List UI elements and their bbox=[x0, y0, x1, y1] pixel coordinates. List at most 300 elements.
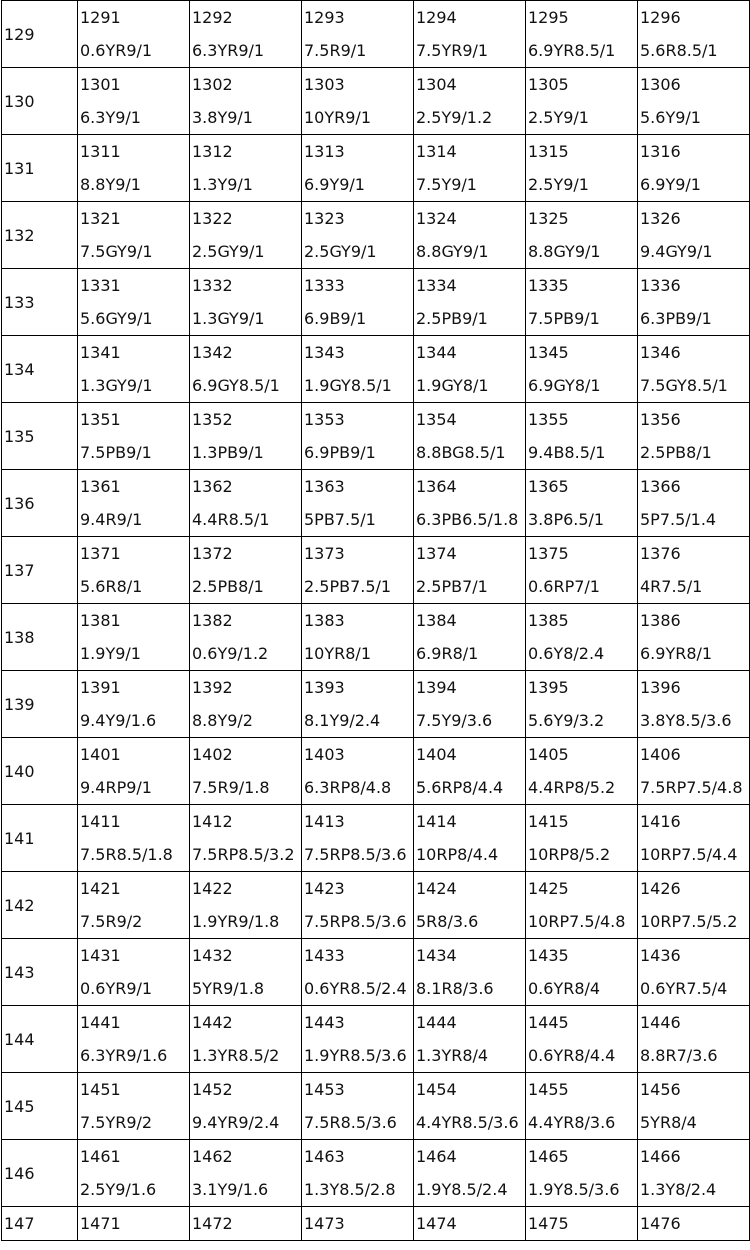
table-cell bbox=[638, 1207, 750, 1241]
cell-code: 1294 bbox=[416, 8, 457, 27]
cell-color-value: 5.6RP8/4.4 bbox=[416, 778, 504, 797]
cell-code: 1366 bbox=[640, 477, 681, 496]
table-cell bbox=[414, 537, 526, 604]
cell-code: 1361 bbox=[80, 477, 121, 496]
cell-color-value: 5PB7.5/1 bbox=[304, 510, 376, 529]
cell-code: 1413 bbox=[304, 812, 345, 831]
table-cell bbox=[302, 336, 414, 403]
cell-code: 1385 bbox=[528, 611, 569, 630]
cell-code: 1474 bbox=[416, 1214, 457, 1233]
cell-code: 1443 bbox=[304, 1013, 345, 1032]
table-cell bbox=[302, 872, 414, 939]
cell-code: 1423 bbox=[304, 879, 345, 898]
table-cell bbox=[638, 68, 750, 135]
cell-color-value: 4.4YR8/3.6 bbox=[528, 1113, 616, 1132]
cell-color-value: 7.5R8.5/1.8 bbox=[80, 845, 173, 864]
cell-code: 1463 bbox=[304, 1147, 345, 1166]
cell-code: 1421 bbox=[80, 879, 121, 898]
table-cell bbox=[190, 269, 302, 336]
cell-color-value: 2.5Y9/1 bbox=[528, 175, 589, 194]
table-row bbox=[2, 1, 750, 68]
cell-code: 1396 bbox=[640, 678, 681, 697]
cell-code: 1303 bbox=[304, 75, 345, 94]
table-cell bbox=[78, 604, 190, 671]
cell-color-value: 6.3RP8/4.8 bbox=[304, 778, 392, 797]
cell-color-value: 6.9Y9/1 bbox=[640, 175, 701, 194]
table-cell bbox=[638, 1, 750, 68]
table-cell bbox=[302, 738, 414, 805]
row-label: 133 bbox=[4, 292, 35, 312]
cell-code: 1365 bbox=[528, 477, 569, 496]
cell-color-value: 7.5GY9/1 bbox=[80, 242, 153, 261]
cell-color-value: 0.6YR8/4 bbox=[528, 979, 601, 998]
cell-color-value: 2.5GY9/1 bbox=[304, 242, 377, 261]
table-cell bbox=[638, 135, 750, 202]
cell-color-value: 1.3GY9/1 bbox=[192, 309, 265, 328]
table-cell bbox=[414, 671, 526, 738]
cell-color-value: 8.8Y9/2 bbox=[192, 711, 253, 730]
cell-code: 1406 bbox=[640, 745, 681, 764]
table-cell bbox=[302, 671, 414, 738]
table-cell bbox=[78, 202, 190, 269]
table-cell bbox=[526, 1207, 638, 1241]
cell-color-value: 10RP7.5/5.2 bbox=[640, 912, 738, 931]
cell-color-value: 1.3GY9/1 bbox=[80, 376, 153, 395]
table-cell bbox=[526, 1006, 638, 1073]
cell-code: 1351 bbox=[80, 410, 121, 429]
cell-code: 1422 bbox=[192, 879, 233, 898]
cell-code: 1295 bbox=[528, 8, 569, 27]
table-cell bbox=[302, 1140, 414, 1207]
cell-color-value: 1.9YR8.5/3.6 bbox=[304, 1046, 407, 1065]
cell-code: 1355 bbox=[528, 410, 569, 429]
cell-color-value: 1.9Y8.5/2.4 bbox=[416, 1180, 508, 1199]
cell-color-value: 1.9YR9/1.8 bbox=[192, 912, 280, 931]
table-cell bbox=[638, 872, 750, 939]
cell-color-value: 4.4RP8/5.2 bbox=[528, 778, 616, 797]
table-cell bbox=[190, 68, 302, 135]
cell-code: 1393 bbox=[304, 678, 345, 697]
cell-color-value: 6.3PB6.5/1.8 bbox=[416, 510, 519, 529]
table-cell bbox=[414, 336, 526, 403]
row-label: 143 bbox=[4, 962, 35, 982]
cell-color-value: 2.5PB7/1 bbox=[416, 577, 488, 596]
cell-code: 1471 bbox=[80, 1214, 121, 1233]
table-row bbox=[2, 939, 750, 1006]
cell-code: 1331 bbox=[80, 276, 121, 295]
table-cell bbox=[78, 269, 190, 336]
cell-color-value: 9.4RP9/1 bbox=[80, 778, 152, 797]
cell-color-value: 7.5YR9/1 bbox=[416, 41, 489, 60]
cell-code: 1412 bbox=[192, 812, 233, 831]
table-cell bbox=[526, 939, 638, 1006]
cell-code: 1316 bbox=[640, 142, 681, 161]
table-cell bbox=[190, 939, 302, 1006]
cell-code: 1426 bbox=[640, 879, 681, 898]
cell-code: 1431 bbox=[80, 946, 121, 965]
table-cell bbox=[78, 537, 190, 604]
cell-color-value: 7.5R9/1.8 bbox=[192, 778, 270, 797]
cell-code: 1465 bbox=[528, 1147, 569, 1166]
cell-code: 1476 bbox=[640, 1214, 681, 1233]
row-label-cell bbox=[2, 805, 78, 872]
cell-color-value: 5.6GY9/1 bbox=[80, 309, 153, 328]
table-cell bbox=[414, 470, 526, 537]
table-cell bbox=[78, 470, 190, 537]
cell-color-value: 8.8R7/3.6 bbox=[640, 1046, 718, 1065]
table-cell bbox=[414, 269, 526, 336]
cell-code: 1403 bbox=[304, 745, 345, 764]
cell-code: 1332 bbox=[192, 276, 233, 295]
cell-color-value: 8.8BG8.5/1 bbox=[416, 443, 506, 462]
cell-color-value: 0.6YR9/1 bbox=[80, 979, 153, 998]
cell-color-value: 7.5R9/1 bbox=[304, 41, 367, 60]
table-row bbox=[2, 805, 750, 872]
table-row bbox=[2, 336, 750, 403]
table-cell bbox=[190, 604, 302, 671]
row-label-cell bbox=[2, 470, 78, 537]
table-cell bbox=[526, 470, 638, 537]
cell-code: 1354 bbox=[416, 410, 457, 429]
table-cell bbox=[190, 135, 302, 202]
table-cell bbox=[414, 738, 526, 805]
row-label: 131 bbox=[4, 158, 35, 178]
cell-code: 1383 bbox=[304, 611, 345, 630]
table-row bbox=[2, 1207, 750, 1241]
cell-code: 1392 bbox=[192, 678, 233, 697]
cell-code: 1315 bbox=[528, 142, 569, 161]
table-cell bbox=[638, 202, 750, 269]
cell-color-value: 6.3Y9/1 bbox=[80, 108, 141, 127]
cell-color-value: 5YR9/1.8 bbox=[192, 979, 265, 998]
cell-color-value: 5YR8/4 bbox=[640, 1113, 697, 1132]
table-cell bbox=[190, 403, 302, 470]
table-cell bbox=[526, 135, 638, 202]
cell-code: 1305 bbox=[528, 75, 569, 94]
cell-code: 1314 bbox=[416, 142, 457, 161]
row-label: 134 bbox=[4, 359, 35, 379]
cell-code: 1301 bbox=[80, 75, 121, 94]
cell-color-value: 4.4R8.5/1 bbox=[192, 510, 270, 529]
row-label-cell bbox=[2, 1073, 78, 1140]
table-cell bbox=[526, 537, 638, 604]
row-label: 141 bbox=[4, 828, 35, 848]
cell-code: 1344 bbox=[416, 343, 457, 362]
cell-code: 1323 bbox=[304, 209, 345, 228]
cell-code: 1322 bbox=[192, 209, 233, 228]
table-cell bbox=[526, 671, 638, 738]
cell-color-value: 9.4YR9/2.4 bbox=[192, 1113, 280, 1132]
cell-color-value: 6.9GY8.5/1 bbox=[192, 376, 280, 395]
table-cell bbox=[302, 537, 414, 604]
cell-color-value: 5.6Y9/1 bbox=[640, 108, 701, 127]
cell-code: 1452 bbox=[192, 1080, 233, 1099]
table-cell bbox=[78, 1073, 190, 1140]
table-cell bbox=[638, 336, 750, 403]
table-cell bbox=[638, 1073, 750, 1140]
cell-code: 1436 bbox=[640, 946, 681, 965]
table-cell bbox=[638, 805, 750, 872]
row-label-cell bbox=[2, 1207, 78, 1241]
table-cell bbox=[526, 269, 638, 336]
cell-code: 1375 bbox=[528, 544, 569, 563]
cell-color-value: 3.8Y9/1 bbox=[192, 108, 253, 127]
table-cell bbox=[302, 1006, 414, 1073]
table-cell bbox=[302, 403, 414, 470]
table-row bbox=[2, 1006, 750, 1073]
cell-code: 1352 bbox=[192, 410, 233, 429]
table-cell bbox=[302, 1, 414, 68]
table-cell bbox=[638, 604, 750, 671]
cell-color-value: 8.8GY9/1 bbox=[528, 242, 601, 261]
cell-color-value: 1.9Y9/1 bbox=[80, 644, 141, 663]
table-cell bbox=[78, 805, 190, 872]
cell-color-value: 4R7.5/1 bbox=[640, 577, 703, 596]
row-label: 146 bbox=[4, 1163, 35, 1183]
cell-code: 1325 bbox=[528, 209, 569, 228]
cell-color-value: 0.6Y9/1.2 bbox=[192, 644, 269, 663]
cell-color-value: 7.5PB9/1 bbox=[80, 443, 152, 462]
cell-code: 1312 bbox=[192, 142, 233, 161]
cell-color-value: 2.5PB8/1 bbox=[192, 577, 264, 596]
cell-code: 1356 bbox=[640, 410, 681, 429]
table-cell bbox=[302, 939, 414, 1006]
table-row bbox=[2, 1140, 750, 1207]
table-cell bbox=[414, 604, 526, 671]
table-cell bbox=[526, 805, 638, 872]
table-row bbox=[2, 269, 750, 336]
table-row bbox=[2, 403, 750, 470]
cell-color-value: 10YR8/1 bbox=[304, 644, 371, 663]
cell-color-value: 10RP7.5/4.8 bbox=[528, 912, 626, 931]
cell-code: 1435 bbox=[528, 946, 569, 965]
table-cell bbox=[78, 403, 190, 470]
cell-color-value: 0.6YR8/4.4 bbox=[528, 1046, 616, 1065]
cell-color-value: 7.5Y9/3.6 bbox=[416, 711, 493, 730]
table-cell bbox=[302, 68, 414, 135]
table-cell bbox=[190, 336, 302, 403]
cell-color-value: 1.9Y8.5/3.6 bbox=[528, 1180, 620, 1199]
row-label: 145 bbox=[4, 1096, 35, 1116]
table-cell bbox=[78, 671, 190, 738]
cell-code: 1291 bbox=[80, 8, 121, 27]
table-cell bbox=[78, 1140, 190, 1207]
cell-color-value: 7.5RP8.5/3.2 bbox=[192, 845, 295, 864]
cell-code: 1456 bbox=[640, 1080, 681, 1099]
row-label-cell bbox=[2, 939, 78, 1006]
cell-code: 1451 bbox=[80, 1080, 121, 1099]
cell-code: 1432 bbox=[192, 946, 233, 965]
table-row bbox=[2, 202, 750, 269]
row-label-cell bbox=[2, 671, 78, 738]
cell-color-value: 5.6R8/1 bbox=[80, 577, 143, 596]
cell-code: 1466 bbox=[640, 1147, 681, 1166]
cell-color-value: 1.9GY8.5/1 bbox=[304, 376, 392, 395]
cell-color-value: 5.6Y9/3.2 bbox=[528, 711, 605, 730]
cell-color-value: 5P7.5/1.4 bbox=[640, 510, 717, 529]
cell-color-value: 6.9YR8.5/1 bbox=[528, 41, 616, 60]
table-row bbox=[2, 1073, 750, 1140]
cell-color-value: 10RP7.5/4.4 bbox=[640, 845, 738, 864]
cell-code: 1411 bbox=[80, 812, 121, 831]
table-cell bbox=[302, 1207, 414, 1241]
cell-color-value: 3.8P6.5/1 bbox=[528, 510, 605, 529]
table-cell bbox=[190, 1006, 302, 1073]
cell-code: 1455 bbox=[528, 1080, 569, 1099]
table-cell bbox=[302, 604, 414, 671]
cell-color-value: 8.8GY9/1 bbox=[416, 242, 489, 261]
cell-color-value: 8.8Y9/1 bbox=[80, 175, 141, 194]
table-cell bbox=[190, 537, 302, 604]
color-code-table bbox=[1, 0, 750, 1241]
row-label-cell bbox=[2, 1140, 78, 1207]
cell-color-value: 1.3Y8/2.4 bbox=[640, 1180, 717, 1199]
cell-color-value: 10YR9/1 bbox=[304, 108, 371, 127]
table-cell bbox=[638, 738, 750, 805]
table-cell bbox=[526, 872, 638, 939]
cell-code: 1416 bbox=[640, 812, 681, 831]
cell-color-value: 9.4B8.5/1 bbox=[528, 443, 606, 462]
cell-code: 1376 bbox=[640, 544, 681, 563]
cell-color-value: 9.4R9/1 bbox=[80, 510, 143, 529]
cell-color-value: 5R8/3.6 bbox=[416, 912, 479, 931]
cell-color-value: 2.5PB7.5/1 bbox=[304, 577, 392, 596]
row-label: 140 bbox=[4, 761, 35, 781]
cell-code: 1446 bbox=[640, 1013, 681, 1032]
table-cell bbox=[190, 872, 302, 939]
table-body bbox=[2, 1, 750, 1241]
cell-code: 1442 bbox=[192, 1013, 233, 1032]
table-cell bbox=[526, 1073, 638, 1140]
cell-color-value: 4.4YR8.5/3.6 bbox=[416, 1113, 519, 1132]
table-cell bbox=[190, 738, 302, 805]
table-cell bbox=[78, 939, 190, 1006]
cell-code: 1445 bbox=[528, 1013, 569, 1032]
table-cell bbox=[526, 336, 638, 403]
table-row bbox=[2, 738, 750, 805]
cell-color-value: 2.5Y9/1 bbox=[528, 108, 589, 127]
cell-color-value: 7.5Y9/1 bbox=[416, 175, 477, 194]
table-cell bbox=[638, 1140, 750, 1207]
cell-code: 1346 bbox=[640, 343, 681, 362]
cell-color-value: 6.3PB9/1 bbox=[640, 309, 712, 328]
row-label: 137 bbox=[4, 560, 35, 580]
cell-code: 1296 bbox=[640, 8, 681, 27]
cell-color-value: 7.5R8.5/3.6 bbox=[304, 1113, 397, 1132]
cell-color-value: 6.9Y9/1 bbox=[304, 175, 365, 194]
cell-code: 1404 bbox=[416, 745, 457, 764]
cell-code: 1371 bbox=[80, 544, 121, 563]
cell-color-value: 6.9R8/1 bbox=[416, 644, 479, 663]
cell-code: 1472 bbox=[192, 1214, 233, 1233]
table-cell bbox=[414, 1140, 526, 1207]
row-label: 135 bbox=[4, 426, 35, 446]
cell-color-value: 2.5Y9/1.6 bbox=[80, 1180, 157, 1199]
table-cell bbox=[78, 1207, 190, 1241]
table-cell bbox=[414, 1073, 526, 1140]
row-label: 136 bbox=[4, 493, 35, 513]
cell-code: 1345 bbox=[528, 343, 569, 362]
table-cell bbox=[190, 805, 302, 872]
table-cell bbox=[638, 269, 750, 336]
table-row bbox=[2, 470, 750, 537]
cell-color-value: 1.3YR8.5/2 bbox=[192, 1046, 280, 1065]
cell-code: 1402 bbox=[192, 745, 233, 764]
table-cell bbox=[302, 202, 414, 269]
row-label-cell bbox=[2, 738, 78, 805]
cell-code: 1434 bbox=[416, 946, 457, 965]
table-cell bbox=[638, 537, 750, 604]
table-row bbox=[2, 872, 750, 939]
table-cell bbox=[302, 135, 414, 202]
cell-color-value: 6.9PB9/1 bbox=[304, 443, 376, 462]
table-cell bbox=[78, 68, 190, 135]
cell-code: 1475 bbox=[528, 1214, 569, 1233]
cell-color-value: 6.3YR9/1.6 bbox=[80, 1046, 168, 1065]
table-cell bbox=[414, 202, 526, 269]
cell-code: 1391 bbox=[80, 678, 121, 697]
cell-color-value: 6.9YR8/1 bbox=[640, 644, 713, 663]
table-cell bbox=[526, 1, 638, 68]
cell-color-value: 7.5PB9/1 bbox=[528, 309, 600, 328]
cell-color-value: 0.6Y8/2.4 bbox=[528, 644, 605, 663]
cell-color-value: 9.4Y9/1.6 bbox=[80, 711, 157, 730]
cell-code: 1353 bbox=[304, 410, 345, 429]
cell-code: 1363 bbox=[304, 477, 345, 496]
cell-color-value: 1.3Y8.5/2.8 bbox=[304, 1180, 396, 1199]
cell-code: 1293 bbox=[304, 8, 345, 27]
table-cell bbox=[638, 671, 750, 738]
cell-code: 1433 bbox=[304, 946, 345, 965]
cell-color-value: 0.6YR8.5/2.4 bbox=[304, 979, 407, 998]
cell-code: 1343 bbox=[304, 343, 345, 362]
cell-color-value: 3.1Y9/1.6 bbox=[192, 1180, 269, 1199]
table-cell bbox=[190, 671, 302, 738]
table-cell bbox=[190, 1073, 302, 1140]
table-cell bbox=[414, 403, 526, 470]
cell-code: 1382 bbox=[192, 611, 233, 630]
cell-color-value: 9.4GY9/1 bbox=[640, 242, 713, 261]
table-cell bbox=[414, 1, 526, 68]
cell-code: 1326 bbox=[640, 209, 681, 228]
table-cell bbox=[638, 470, 750, 537]
cell-code: 1415 bbox=[528, 812, 569, 831]
table-cell bbox=[526, 1140, 638, 1207]
row-label: 129 bbox=[4, 24, 35, 44]
row-label: 142 bbox=[4, 895, 35, 915]
cell-color-value: 1.9GY8/1 bbox=[416, 376, 489, 395]
row-label-cell bbox=[2, 537, 78, 604]
cell-code: 1334 bbox=[416, 276, 457, 295]
cell-code: 1373 bbox=[304, 544, 345, 563]
table-cell bbox=[302, 269, 414, 336]
cell-code: 1461 bbox=[80, 1147, 121, 1166]
cell-color-value: 2.5Y9/1.2 bbox=[416, 108, 493, 127]
cell-code: 1304 bbox=[416, 75, 457, 94]
cell-color-value: 1.3Y9/1 bbox=[192, 175, 253, 194]
cell-color-value: 5.6R8.5/1 bbox=[640, 41, 718, 60]
row-label: 138 bbox=[4, 627, 35, 647]
table-cell bbox=[414, 68, 526, 135]
cell-code: 1306 bbox=[640, 75, 681, 94]
cell-code: 1453 bbox=[304, 1080, 345, 1099]
cell-code: 1473 bbox=[304, 1214, 345, 1233]
table-cell bbox=[414, 939, 526, 1006]
cell-color-value: 7.5RP8.5/3.6 bbox=[304, 845, 407, 864]
cell-code: 1342 bbox=[192, 343, 233, 362]
cell-color-value: 10RP8/5.2 bbox=[528, 845, 611, 864]
cell-code: 1374 bbox=[416, 544, 457, 563]
